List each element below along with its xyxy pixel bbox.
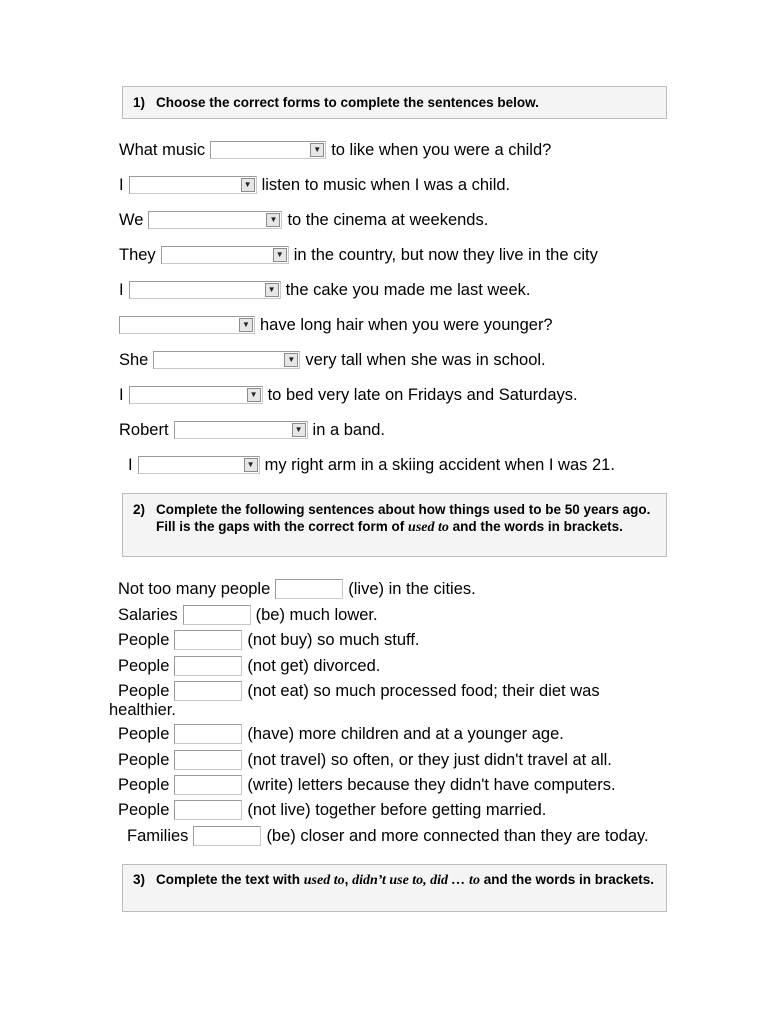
sentence-text: They [119, 246, 156, 264]
sentence-text: What music [119, 141, 206, 159]
section-2-instruction-box [122, 493, 667, 557]
instruction-text: and the words in brackets. [448, 518, 623, 534]
dropdown-arrow-icon: ▼ [241, 178, 255, 192]
instruction-emphasis: didn’t use to, did … to [352, 873, 480, 888]
answer-dropdown[interactable] [119, 316, 255, 334]
exercise-1-sentence-5 [119, 280, 530, 300]
sentence-text: have long hair when you were younger? [260, 316, 553, 334]
answer-dropdown[interactable] [161, 246, 289, 264]
sentence-text: People [118, 725, 170, 743]
sentence-text: (have) more children and at a younger age. [247, 725, 564, 743]
sentence-text: my right arm in a skiing accident when I was 21. [264, 456, 615, 474]
sentence-text: (not live) together before getting married. [247, 801, 547, 819]
instruction-text: Complete the text with [156, 872, 304, 887]
section-1-instruction-box [122, 86, 667, 119]
sentence-text: the cake you made me last week. [285, 281, 531, 299]
answer-dropdown[interactable] [129, 386, 263, 404]
answer-input[interactable] [174, 630, 242, 650]
exercise-1-sentence-2 [119, 175, 510, 195]
exercise-1-sentence-7 [119, 350, 546, 370]
sentence-text: People [118, 776, 170, 794]
sentence-text: I [128, 456, 133, 474]
dropdown-arrow-icon: ▼ [273, 248, 287, 262]
exercise-2-sentence-4 [118, 656, 380, 676]
exercise-1-sentence-3 [119, 210, 488, 230]
sentence-text: Families [127, 827, 189, 845]
exercise-1-sentence-4 [119, 245, 598, 265]
sentence-text: (live) in the cities. [348, 580, 476, 598]
exercise-2-sentence-10 [127, 826, 649, 846]
dropdown-arrow-icon: ▼ [247, 388, 261, 402]
sentence-text: I [119, 176, 124, 194]
sentence-text: (not buy) so much stuff. [247, 631, 420, 649]
exercise-2-sentence-9 [118, 800, 546, 820]
instruction-emphasis: used to [303, 873, 345, 888]
sentence-text: very tall when she was in school. [305, 351, 546, 369]
sentence-text: People [118, 631, 170, 649]
exercise-2-sentence-7 [118, 750, 612, 770]
sentence-text: to bed very late on Fridays and Saturdays. [267, 386, 578, 404]
answer-input[interactable] [174, 750, 242, 770]
answer-dropdown[interactable] [129, 281, 281, 299]
dropdown-arrow-icon: ▼ [292, 423, 306, 437]
sentence-text: Salaries [118, 606, 178, 624]
answer-input[interactable] [183, 605, 251, 625]
answer-input[interactable] [174, 681, 242, 701]
section-number: 1) [133, 95, 146, 110]
sentence-text: (not get) divorced. [247, 657, 381, 675]
sentence-text: to like when you were a child? [331, 141, 552, 159]
exercise-2-sentence-1 [118, 579, 476, 599]
sentence-text: (be) closer and more connected than they are today. [266, 827, 649, 845]
sentence-text: I [119, 386, 124, 404]
exercise-1-sentence-8 [119, 385, 578, 405]
exercise-2-sentence-2 [118, 605, 378, 625]
dropdown-arrow-icon: ▼ [266, 213, 280, 227]
exercise-1-sentence-9 [119, 420, 385, 440]
answer-dropdown[interactable] [129, 176, 257, 194]
exercise-1-sentence-6 [114, 315, 553, 335]
answer-dropdown[interactable] [210, 141, 326, 159]
sentence-text: People [118, 801, 170, 819]
answer-input[interactable] [174, 775, 242, 795]
answer-dropdown[interactable] [148, 211, 282, 229]
section-instruction: Choose the correct forms to complete the sentences below. [156, 95, 539, 110]
answer-dropdown[interactable] [138, 456, 260, 474]
exercise-2-sentence-3 [118, 630, 420, 650]
answer-dropdown[interactable] [153, 351, 300, 369]
instruction-text: Complete the following sentences about how things used to be 50 years ago. Fill is the gaps with the correct form of [156, 502, 651, 534]
exercise-2-sentence-5 [118, 681, 600, 701]
answer-dropdown[interactable] [174, 421, 308, 439]
exercise-2-sentence-8 [118, 775, 616, 795]
exercise-1-sentence-10 [128, 455, 615, 475]
section-number: 3) [133, 872, 146, 887]
sentence-text: in a band. [312, 421, 386, 439]
sentence-text: People [118, 657, 170, 675]
sentence-text: We [119, 211, 144, 229]
dropdown-arrow-icon: ▼ [239, 318, 253, 332]
sentence-text: Not too many people [118, 580, 271, 598]
exercise-2-sentence-6 [118, 724, 564, 744]
sentence-text: People [118, 682, 170, 700]
answer-input[interactable] [193, 826, 261, 846]
section-number: 2) [133, 502, 146, 517]
section-3-instruction-box [122, 864, 667, 912]
answer-input[interactable] [275, 579, 343, 599]
answer-input[interactable] [174, 724, 242, 744]
answer-input[interactable] [174, 656, 242, 676]
dropdown-arrow-icon: ▼ [284, 353, 298, 367]
sentence-text: She [119, 351, 149, 369]
dropdown-arrow-icon: ▼ [244, 458, 258, 472]
section-instruction [156, 872, 658, 890]
dropdown-arrow-icon: ▼ [310, 143, 324, 157]
answer-input[interactable] [174, 800, 242, 820]
sentence-text: (not travel) so often, or they just didn't travel at all. [247, 751, 612, 769]
sentence-continuation: healthier. [109, 701, 176, 719]
section-instruction [156, 502, 658, 536]
instruction-text: , [344, 872, 353, 887]
instruction-text: and the words in brackets. [479, 872, 654, 887]
sentence-text: to the cinema at weekends. [287, 211, 489, 229]
sentence-text: People [118, 751, 170, 769]
exercise-1-sentence-1 [119, 140, 551, 160]
sentence-text: I [119, 281, 124, 299]
sentence-text: listen to music when I was a child. [261, 176, 511, 194]
sentence-text: Robert [119, 421, 169, 439]
sentence-text: (not eat) so much processed food; their diet was [247, 682, 600, 700]
sentence-text: in the country, but now they live in the city [293, 246, 598, 264]
sentence-text: (write) letters because they didn't have computers. [247, 776, 616, 794]
dropdown-arrow-icon: ▼ [265, 283, 279, 297]
instruction-emphasis: used to [408, 519, 449, 535]
sentence-text: (be) much lower. [255, 606, 378, 624]
